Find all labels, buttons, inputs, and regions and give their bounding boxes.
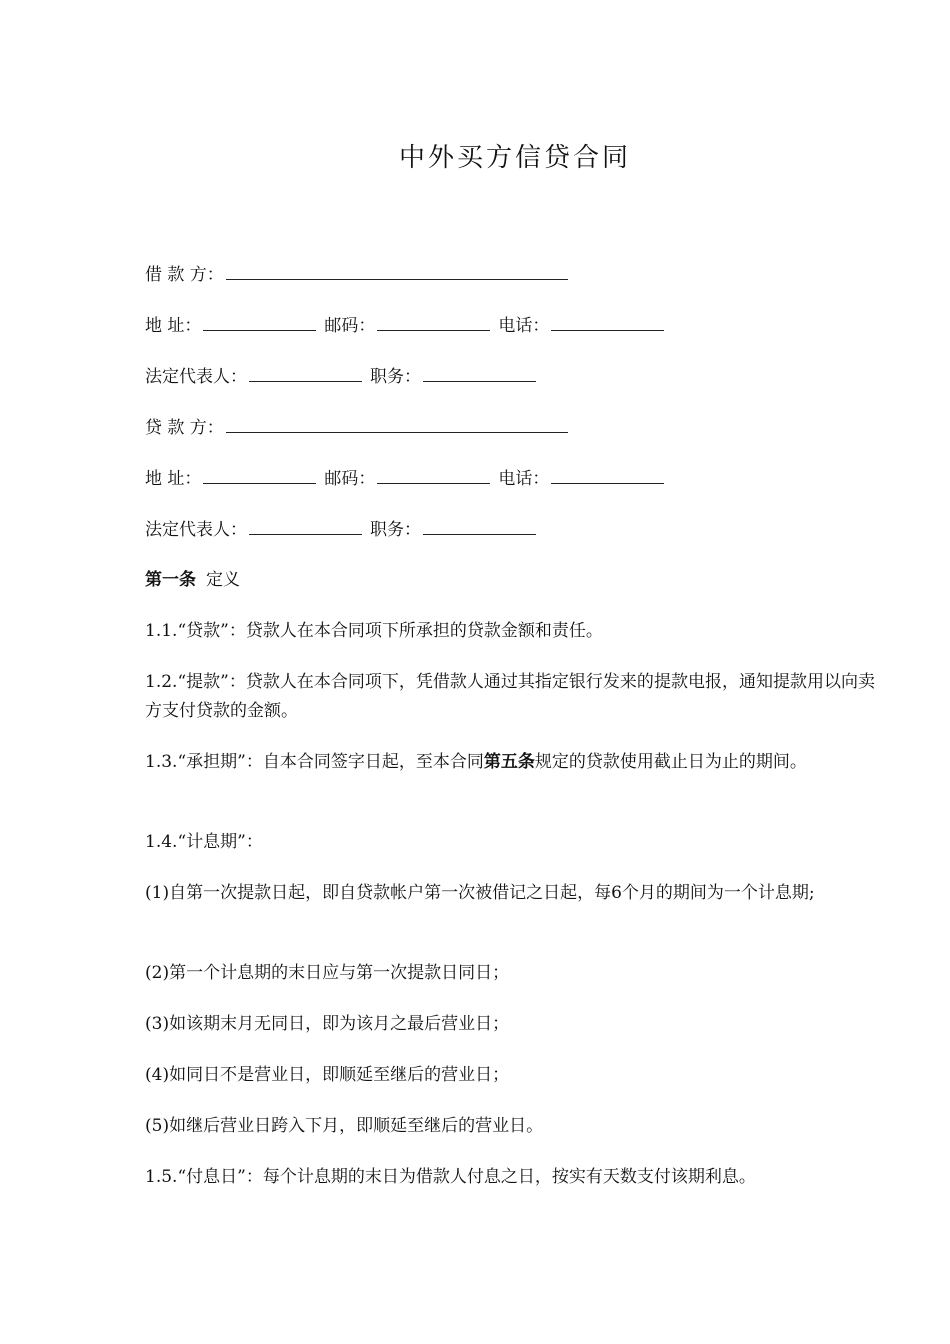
article-1-heading bbox=[145, 566, 875, 595]
clause-1-4-item: (5)如继后营业日跨入下月，即顺延至继后的营业日。 bbox=[145, 1116, 544, 1136]
clause-1-3-article-ref: 第五条 bbox=[483, 752, 535, 772]
clause-1-2: 1.2.“提款”：贷款人在本合同项下，凭借款人通过其指定银行发来的提款电报，通知提款用以向卖方支付贷款的金额。 bbox=[145, 672, 875, 721]
clause-1-3-text-start: 1.3.“承担期”：自本合同签字日起，至本合同 bbox=[145, 752, 484, 772]
lender-contact-row bbox=[145, 464, 875, 494]
lender-name-field[interactable] bbox=[226, 413, 568, 433]
clause-1-1: 1.1.“贷款”：贷款人在本合同项下所承担的贷款金额和责任。 bbox=[145, 621, 603, 641]
borrower-name-field[interactable] bbox=[226, 260, 568, 280]
clause-1-4-item: (4)如同日不是营业日，即顺延至继后的营业日； bbox=[145, 1065, 510, 1085]
borrower-position-label: 职务： bbox=[370, 367, 421, 387]
lender-position-field[interactable] bbox=[423, 515, 536, 535]
lender-name-row bbox=[145, 413, 875, 443]
borrower-phone-label: 电话： bbox=[498, 316, 550, 336]
lender-address-field[interactable] bbox=[203, 464, 316, 484]
borrower-postcode-field[interactable] bbox=[377, 311, 490, 331]
borrower-legal-rep-field[interactable] bbox=[249, 362, 362, 382]
borrower-address-label: 地 址： bbox=[145, 316, 202, 336]
borrower-rep-row bbox=[145, 362, 875, 392]
lender-postcode-field[interactable] bbox=[377, 464, 490, 484]
lender-postcode-label: 邮码： bbox=[324, 469, 376, 489]
document-title: 中外买方信贷合同 bbox=[398, 143, 631, 173]
clause-1-4-item: (3)如该期末月无同日，即为该月之最后营业日； bbox=[145, 1014, 510, 1034]
borrower-name-row bbox=[145, 260, 875, 290]
borrower-name-label: 借 款 方： bbox=[145, 265, 224, 285]
clause-1-3 bbox=[145, 748, 875, 777]
lender-phone-field[interactable] bbox=[551, 464, 664, 484]
clause-1-4: 1.4.“计息期”： bbox=[145, 832, 263, 852]
clause-1-3-text-end: 规定的贷款使用截止日为止的期间。 bbox=[534, 752, 807, 772]
article-1-title: 定义 bbox=[206, 570, 240, 590]
lender-legal-rep-label: 法定代表人： bbox=[145, 520, 247, 540]
borrower-postcode-label: 邮码： bbox=[324, 316, 376, 336]
clause-1-4-item: (1)自第一次提款日起，即自贷款帐户第一次被借记之日起，每6个月的期间为一个计息期; bbox=[145, 883, 815, 903]
borrower-legal-rep-label: 法定代表人： bbox=[145, 367, 247, 387]
lender-position-label: 职务： bbox=[370, 520, 421, 540]
borrower-position-field[interactable] bbox=[423, 362, 536, 382]
clause-1-4-item: (2)第一个计息期的末日应与第一次提款日同日； bbox=[145, 963, 510, 983]
lender-phone-label: 电话： bbox=[498, 469, 550, 489]
borrower-contact-row bbox=[145, 311, 875, 341]
borrower-phone-field[interactable] bbox=[551, 311, 664, 331]
lender-name-label: 贷 款 方： bbox=[145, 418, 224, 438]
lender-rep-row bbox=[145, 515, 875, 545]
clause-1-5: 1.5.“付息日”：每个计息期的末日为借款人付息之日，按实有天数支付该期利息。 bbox=[145, 1167, 756, 1187]
borrower-address-field[interactable] bbox=[203, 311, 316, 331]
article-1-number: 第一条 bbox=[145, 570, 196, 590]
lender-legal-rep-field[interactable] bbox=[249, 515, 362, 535]
lender-address-label: 地 址： bbox=[145, 469, 202, 489]
